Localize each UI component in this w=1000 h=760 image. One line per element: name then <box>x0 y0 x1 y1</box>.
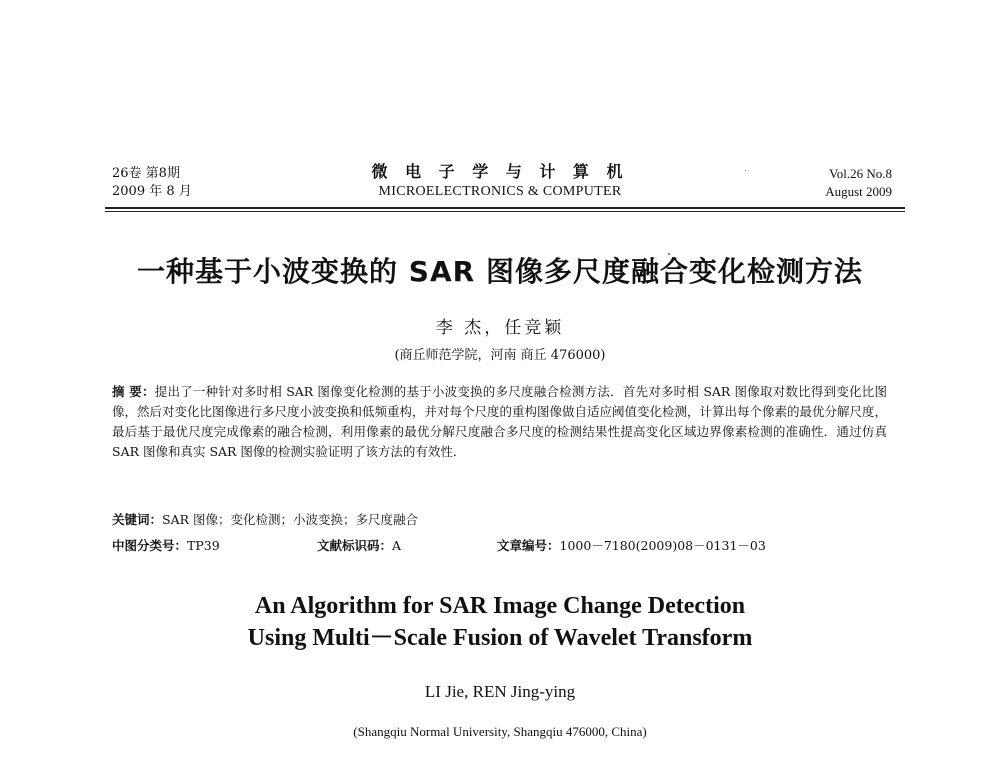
paper-title-cn: 一种基于小波变换的 SAR 图像多尺度融合变化检测方法 <box>137 255 863 288</box>
publication-date-en: August 2009 <box>825 184 892 199</box>
authors-en: LI Jie, REN Jing-ying <box>424 682 576 701</box>
document-code-value: A <box>392 538 402 553</box>
affiliation-en: (Shangqiu Normal University, Shangqiu 476000, China) <box>353 724 647 739</box>
scan-speck <box>745 170 746 171</box>
paper-title-en <box>100 590 900 654</box>
journal-name-block <box>300 161 700 201</box>
journal-name-en: MICROELECTRONICS & COMPUTER <box>378 184 622 199</box>
volume-issue-cn: 26卷 第8期 <box>112 166 180 181</box>
abstract-label: 摘 要： <box>112 384 155 399</box>
abstract <box>112 382 887 462</box>
clc-label: 中图分类号： <box>112 538 188 553</box>
paper-title-en-line2: Using Multi－Scale Fusion of Wavelet Transform <box>247 625 753 651</box>
clc-value: TP39 <box>187 538 220 553</box>
affiliation-cn: (商丘师范学院，河南 商丘 476000) <box>394 348 606 363</box>
keywords <box>112 511 887 529</box>
abstract-text: 提出了一种针对多时相 SAR 图像变化检测的基于小波变换的多尺度融合检测方法．首先对多时相 SAR 图像取对数比得到变化比图像，然后对变化比图像进行多尺度小波变换和低频重构，并对每个尺度的重构图像做自适应阈值变化检测，计算出每个像素的最优分解尺度，最后基于最优尺度完成像素的融合检测，利用像素的最优分解尺度融合多尺度的检测结果性提高变化区域边界像素检测的准确性．通过仿真 SAR 图像和真实 SAR 图像的检测实验证明了该方法的有效性． <box>112 384 888 459</box>
header-rule-thick <box>105 207 905 209</box>
publication-date-cn: 2009 年 8 月 <box>112 184 192 199</box>
keywords-label: 关键词： <box>112 512 163 527</box>
article-number <box>497 537 766 555</box>
header-volume-issue-cn <box>112 165 192 201</box>
article-number-value: 1000－7180(2009)08－0131－03 <box>559 538 766 553</box>
volume-issue-en: Vol.26 No.8 <box>829 166 892 181</box>
header-volume-issue-en <box>825 165 892 201</box>
scan-speck <box>668 253 670 255</box>
clc-number <box>112 537 220 555</box>
document-code-label: 文献标识码： <box>317 538 393 553</box>
document-code <box>317 537 401 555</box>
paper-title-en-line1: An Algorithm for SAR Image Change Detection <box>254 593 746 619</box>
journal-name-cn: 微 电 子 学 与 计 算 机 <box>371 162 629 181</box>
article-number-label: 文章编号： <box>497 538 560 553</box>
keywords-text: SAR 图像；变化检测；小波变换；多尺度融合 <box>162 512 418 527</box>
header-rule-thin <box>105 211 905 212</box>
authors-cn: 李 杰，任竞颖 <box>435 318 565 338</box>
